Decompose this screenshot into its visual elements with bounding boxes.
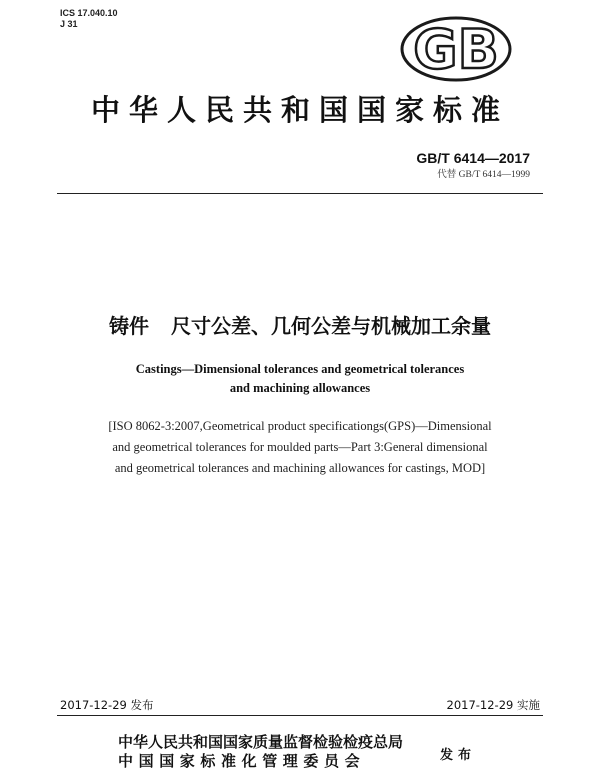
bottom-divider (57, 715, 543, 716)
published-label: 发布 (440, 748, 477, 763)
issuer-line1: 中华人民共和国国家质量监督检验检疫总局 (118, 733, 404, 751)
replaces-standard: 代替 GB/T 6414—1999 (437, 170, 530, 180)
english-title (0, 360, 600, 398)
ccs-code: J 31 (60, 19, 78, 29)
ics-code: ICS 17.040.10 (60, 8, 118, 18)
standard-number: GB/T 6414—2017 (416, 150, 530, 166)
iso-reference (0, 416, 600, 479)
gb-logo-graphic (400, 16, 512, 82)
gb-logo (400, 16, 512, 82)
implementation-date: 2017-12-29 实施 (446, 698, 540, 712)
gb-logo-text: GB (413, 18, 499, 81)
issue-date: 2017-12-29 发布 (60, 698, 154, 712)
english-title-line2: and machining allowances (229, 381, 371, 395)
chinese-title-part1: 铸件 (109, 314, 149, 338)
top-divider (57, 193, 543, 194)
iso-reference-line1: [ISO 8062-3:2007,Geometrical product specificationgs(GPS)—Dimensional (108, 419, 492, 433)
issuing-authorities (118, 733, 403, 771)
chinese-title (0, 310, 600, 339)
english-title-line1: Castings—Dimensional tolerances and geometrical tolerances (135, 362, 465, 376)
chinese-title-part2: 尺寸公差、几何公差与机械加工余量 (171, 314, 491, 338)
issuer-line2: 中国国家标准化管理委员会 (118, 752, 366, 770)
iso-reference-line3: and geometrical tolerances and machining allowances for castings, MOD] (114, 461, 486, 475)
iso-reference-line2: and geometrical tolerances for moulded parts—Part 3:General dimensional (112, 440, 488, 454)
standard-type-title: 中华人民共和国国家标准 (90, 93, 509, 127)
classification-codes (60, 8, 118, 30)
